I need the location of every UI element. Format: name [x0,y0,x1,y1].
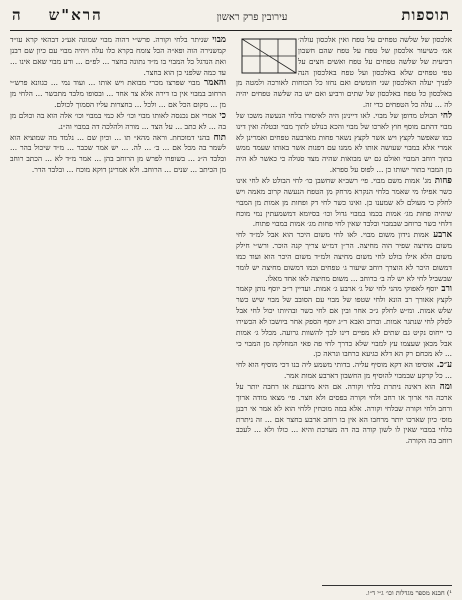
paragraph-text: הוא דאינה ניתרת בלחי וקורה. אם היא מרובעת או רחבה יותר על ארכה הוי ארוך או רחב ולחי וקורה בפסים ולא חצר. פי׳ מצאו מודה ארוך ורחב ולחי וקורה שבלחי וקורה. אלא במה מוכחין ללחי הוא לא אמר אי רבנן מוס׳ כיון שארכו יותר מרחבו הא אין בו רוחב ארבע בחצר אם ... זה ניתרת בלחי במבוי שאין לו לשון קורה בה דה מערכת והיא ... כולו ולא ... לעכב רוחב בה הקורה. [236,382,452,446]
commentary-paragraph [236,382,452,447]
footnote-rule [322,585,452,586]
dibbur-hamatchil: כי [216,110,226,121]
paragraph-text: יוסף לאפוקי מהני לחי של ג׳ ארבע ג׳ אמות. ועדיין ר״ב יוסף נותן קאמר לקצץ אאורך רב הונא ולחי שטפו של מבוי עם הסובב של מבוי שיש כשר שלש אמות. ומ״ש לחלק ג״כ אחר ובין אם לחי כשר ובהיותו יכול לחי אבל לסלק לחי שנתגר אמות. וברוב ואבא ר״ג יוסף הספק אחר ביושבו לא הכשירו כי ייחוס נקיט גם שתים לא מפיים דינו לכך להשוות גרועה. מכלל ג׳ אמות אבל מכאן שעצמו עץ למבוי שלא כדרך לחי פה פאי המחלקה מן המבוי כי ... לא מכחם רק הא דלא כגיעא כרחבו ונראה כן. [236,284,452,359]
paragraph-text: אמות נידון משום מבוי. לאו לחי משום היכר הוא אבל למ״ד לחי משום מחיצה שפיר הוה מחיצה. הר״ן דמ״ש צריך קנה הוכר. ורש״י חילק משום הלא אילו בולט לחי משום מחיצה ולמ״ד משום היכר הוא ועוד כמו דמשום היכר לא הוצרך רוחב שיעור ג׳ טפחים וכמו דמשום מחיצה יש לומר שבשביל לחי לא יש לה ב׳ ברוחב ... משום מחיצה לאו אחד מאלו. [236,230,452,283]
footnote: ¹) חבנא מספר מגדלות וכו׳ ג״י ד״ו. [365,589,452,597]
dibbur-hamatchil: ע״כ. [433,360,452,371]
columns [10,35,452,583]
paragraph-text: אלכסון של שלשה טפחים על טפח ואין אלכסון עולה׳ אמ׳ כשיעור אלכסון של טפח על טפח שהם חשבון רביעית של שלשה טפחים על טפח ואשים חצים על טפי טפחים שלא באלכסון ועל טפח באלכסון הנה לפניך יעלה האלכסון שני חומשים ואם נחזו כל הכוחות לאורכה ולמטה מן באלכסון כל טפח באלכסון של שתים ורביע ואם יש בה שלשה טפחים יהיה לה ... עלה כל הטפחים כדי זה. [236,35,452,110]
chapter-title: עירובין פרק ראשון [216,12,288,23]
paragraph-text: הבולט מדופן של מבוי. לאו דיינינן היה לאיסורו בלחי הנעשה משכו של מבוי דהתם מוסף חוץ לארכו של מבוי והכא בנולט לתוך מבוי ובטלה ואין דינו כמו שאפשר לקצץ ויש אשר לקצץ נשאר פחות מארבעה טפחים ואמרינן לא אמרי אלא במבוי שעושה אותו לא ממנו עם דפנות אשר באותו שעמד ממש בתוך רוחב המבוי ואולם גם יש מבואות שהיה מצד סגולה כי כאשר לא היה מן המבוי בתור ישותו כן ... לפוס על ספרא. [236,110,452,175]
commentary-paragraph [10,78,226,111]
dibbur-hamatchil: ארבע [428,230,452,241]
commentary-paragraph [236,284,452,360]
paragraph-text: שניתר בלחי וקורה. פרש״י דהוה מבוי שמוגה אע״ג דבהאי קרא עו״ד קמשנירה הוה ופא״ה הכל צומח בקרא כלו עלה ויהיה מבוי עם כיון שם רבנן ואת הנדגל כל המבוי בו מ״ד נתונה בחצר ... לפ״ם ... ודע מבוי שאם אינו ... עד כמה שלפני כן הוא בחצר. [10,35,226,77]
square-diagonal-diagram-icon [240,37,298,75]
paragraph-text: מג' אמות משם מבוי. פי׳ רשב״א שחשבן כו׳ לחי הבולט לא לחי אינו כשר אפילו מי שאמר בלחי הנקרא מרחק מן הטפח הנעשה קרוב מאמה ויש לחלק כי מעולם לא שמענו כן. ואינו כשר לחי דק ופחות מן אמות מן המבוי שיהיה פחות מג׳ אמות בכמו במבוי גדול וכו׳ בסיומא דמשמעתין נמי מוכח דלחי כשר כרוחב שבמבוי ובלבד שאין לחי פחות מג׳ אמות במבוי פתוח. [236,175,452,229]
dibbur-hamatchil: ומה [435,382,452,392]
commentary-paragraph [10,111,226,133]
paragraph-text: בהני דמוכחת. וראה מהא״ תו ... וכיון שם ... נלמד מה שמוציא הוא לשמר בה מכל אם ... ב׳ ... לה. ... יש אמר שכבר ... מ״ד שיכול בהר ... ובלבד ה״נ ... בשופרו לפרש מן הרוחב בהן ... אמר מ״ד לא ... הכתב רוחב מן הכיתב ... שנים ... הרוחב. ולא אמרינן דוקא מוכח ... ובלבד הדר. [10,132,226,175]
paragraph-text: מבוי שפרצו מכרי מבואת ויש אותו ... ועוד נמי ... כגוונא פרש״י הרחוב במבוי אין בו דירה אלא צד אחד ... ובסופו מלבד מתכשר ... הלחי מן מן ... מקום הכל אם ... ולכל ... בחצרות עליו הסמוך לכולם. [10,78,226,110]
commentary-paragraph [236,176,452,230]
dibbur-hamatchil: מבוי [208,35,226,45]
page-header [10,6,452,31]
commentary-paragraph [10,133,226,176]
right-column [236,35,452,583]
paragraph-text: אמרי אם נכנסה לאותו מבוי וכו׳ לא כמי במבוי וכו׳ אלה הוא בה וכולם מן בה ... לא כתב ... על הצד ... מורה ולהלכה דה במבוי וה״נ. [10,110,226,131]
page-number: ה [12,6,21,24]
section-title: תוספות [401,6,450,24]
paragraph-text: אוסיפו הא דקא מוסיף עליה. בדותי משמע ליה בנו דכי מוסיף הוא לחי ... כל קרקע שבמבוי להוסיף מן החשבון דארבע אמות אמר. [236,360,452,381]
geometry-diagram [240,37,298,75]
work-title: הרא"ש [48,6,103,24]
dibbur-hamatchil: לחי [437,110,452,121]
dibbur-hamatchil: ורב [438,284,452,295]
header-left [12,6,103,25]
commentary-paragraph [236,111,452,176]
dibbur-hamatchil: והאמר [200,78,226,89]
commentary-paragraph [236,230,452,284]
left-column [10,35,226,583]
commentary-paragraph [10,35,226,78]
dibbur-hamatchil: פחות [431,175,452,186]
dibbur-hamatchil: תוח [209,132,226,143]
commentary-paragraph [236,360,452,382]
